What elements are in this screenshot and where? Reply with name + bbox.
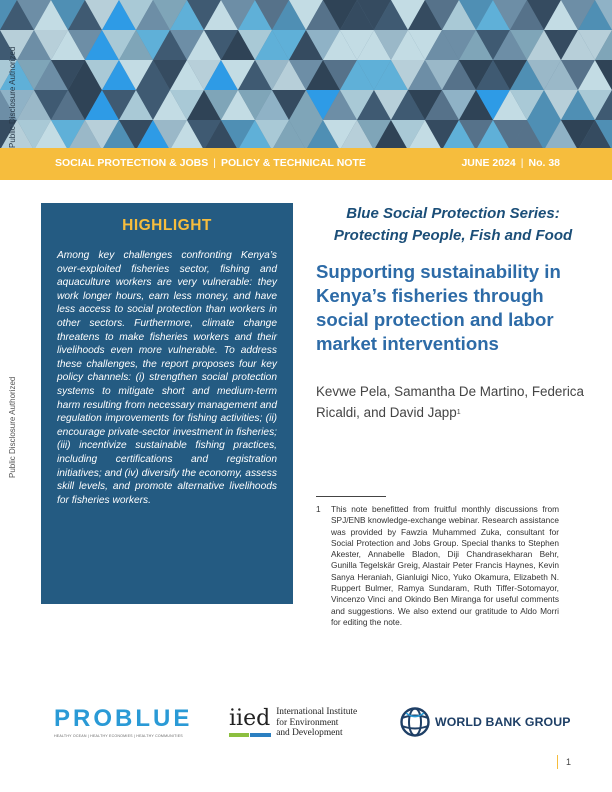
series-right-group [461, 157, 560, 169]
world-bank-logo [400, 707, 571, 737]
author-footnote-mark: 1 [456, 409, 461, 416]
problue-wordmark: PROBLUE [54, 705, 193, 732]
problue-tagline: HEALTHY OCEAN | HEALTHY ECONOMIES | HEALTHY COMMUNITIES [54, 734, 183, 738]
highlight-body: Among key challenges confronting Kenya’s over-exploited fisheries sector, fishing and aquaculture workers are very vulnerable: they work longer hours, earn less money, and have less access to social protection than workers in other sectors. Furthermore, climate change threatens to make fisheries workers and their livelihoods even more vulnerable. To address these challenges, the report proposes four key policy channels: (i) strengthen social protection systems to mitigate short and medium-term harm resulting from necessary management and regulation improvements for fishing activities; (ii) encourage private-sector investment in fisheries; (iii) incentivize sustainable fishing practices, including certifications and registration initiatives; and (iv) diversify the economy, assess skill levels, and promote alternative livelihoods for fisheries workers. [57, 250, 277, 506]
iied-name-line3: and Development [276, 728, 343, 738]
footnote-divider [316, 496, 386, 497]
cover-banner [0, 0, 612, 148]
iied-wordmark [229, 707, 270, 731]
issue-date: JUNE 2024 [461, 157, 516, 169]
footnote-text: This note benefitted from fruitful monthly discussions from SPJ/ENB knowledge-exchange webinar. Research assistance was provided by Fawzia Muhammed Zuka, consultant for Social Protection and Jobs Group. Special thanks to Stephen Akester, Annabelle Bladon, Diji Chandrasekharan Behr, Gunilla Tegelskär Greig, Alastair Peter Francis Haynes, Kevin Sanya Heraniah, Gianluigi Nico, Yuko Okamura, Elizabeth N. Ruppert Bulmer, Ramya Sundaram, Ruth Tiffer-Sotomayor, Vincenzo Vinci and Okindo Ben Miranga for useful comments and suggestions. We also extend our gratitude to Aldo Morri for editing the note. [331, 504, 559, 627]
series-separator: | [213, 157, 216, 169]
author-names: Kevwe Pela, Samantha De Martino, Federica Ricaldi, and David Japp [316, 384, 584, 420]
series-title [308, 203, 598, 247]
globe-icon [400, 707, 430, 737]
footnote [316, 504, 559, 628]
iied-name [276, 707, 357, 739]
iied-name-line1: International Institute [276, 707, 358, 717]
disclosure-label-middle: Public Disclosure Authorized [8, 376, 17, 478]
disclosure-label-top: Public Disclosure Authorized [8, 46, 17, 148]
date-separator: | [520, 157, 524, 169]
series-left-group [55, 157, 366, 169]
iied-name-line2: for Environment [276, 717, 339, 728]
note-type: POLICY & TECHNICAL NOTE [220, 157, 366, 169]
footnote-number: 1 [316, 504, 321, 514]
series-title-line1: Blue Social Protection Series: [346, 205, 560, 222]
highlight-heading: HIGHLIGHT [122, 217, 212, 234]
iied-logo [229, 707, 357, 743]
issue-number: No. 38 [528, 157, 560, 169]
series-name: SOCIAL PROTECTION & JOBS [55, 157, 209, 169]
triangle-pattern [0, 0, 612, 148]
series-bar [0, 148, 612, 180]
problue-logo [54, 706, 206, 738]
world-bank-wordmark: WORLD BANK GROUP [435, 715, 571, 729]
iied-letters: iied [229, 706, 271, 731]
page-number: 1 [557, 755, 571, 769]
highlight-box [41, 203, 293, 604]
authors [316, 381, 606, 423]
page-title: Supporting sustainability in Kenya’s fisheries through social protection and labor market interventions [316, 261, 561, 354]
series-title-line2: Protecting People, Fish and Food [333, 227, 573, 244]
iied-underline-icon [229, 732, 271, 738]
